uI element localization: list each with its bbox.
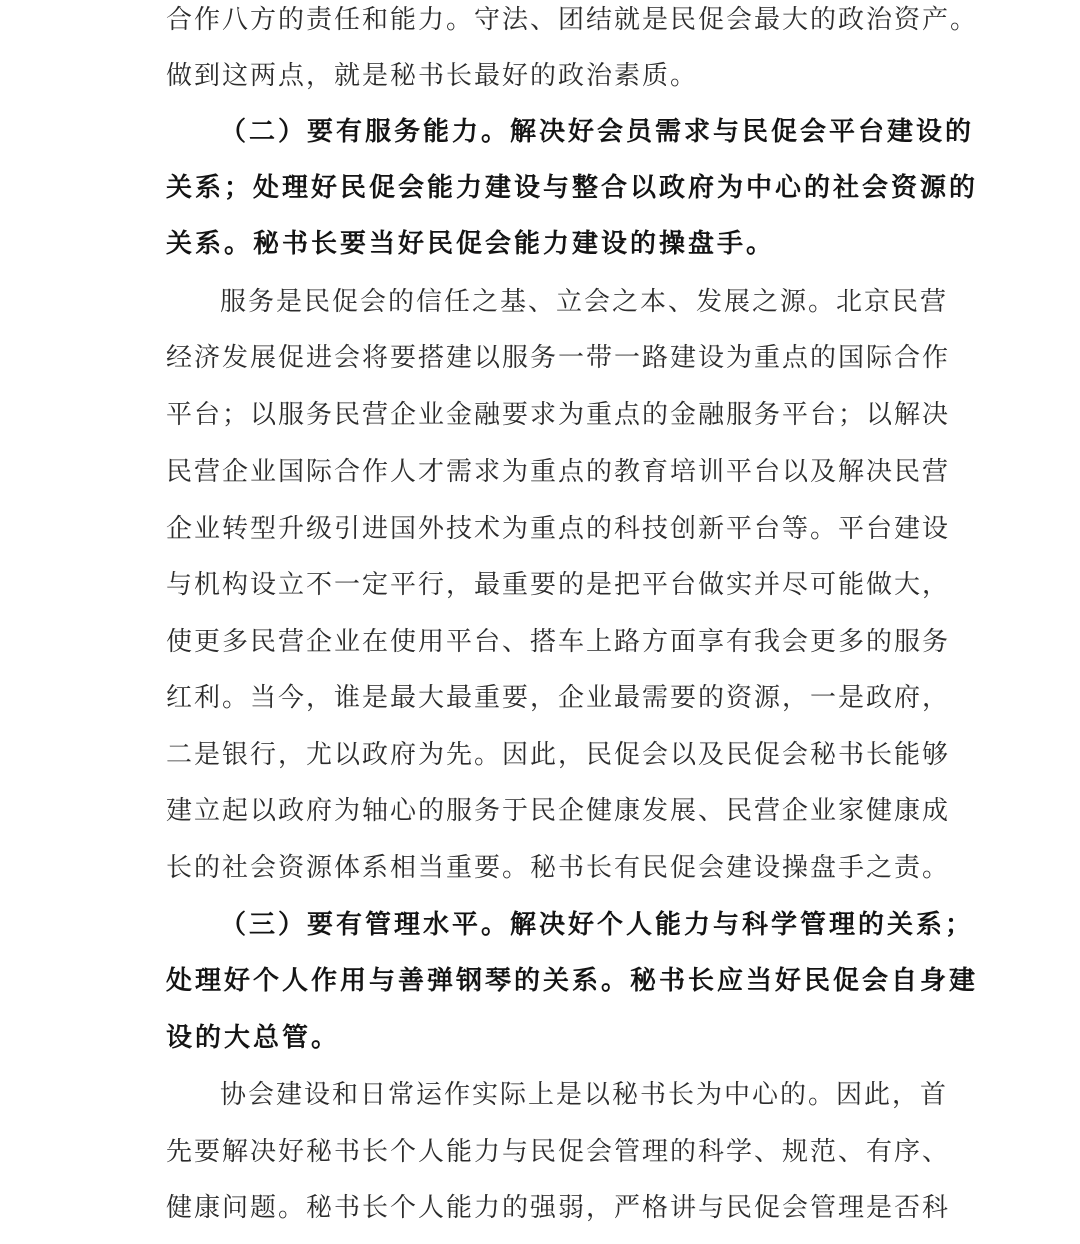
paragraph-line: 红利。当今，谁是最大最重要，企业最需要的资源，一是政府， [166, 683, 951, 713]
paragraph-line: 二是银行，尤以政府为先。因此，民促会以及民促会秘书长能够 [166, 740, 951, 770]
section-heading-line: （二）要有服务能力。解决好会员需求与民促会平台建设的 [220, 117, 975, 147]
paragraph-line: 建立起以政府为轴心的服务于民企健康发展、民营企业家健康成 [166, 796, 951, 826]
paragraph-line: 合作八方的责任和能力。守法、团结就是民促会最大的政治资产。 [166, 5, 979, 35]
paragraph-line: 与机构设立不一定平行，最重要的是把平台做实并尽可能做大， [166, 570, 951, 600]
section-heading-line: （三）要有管理水平。解决好个人能力与科学管理的关系； [220, 910, 975, 940]
paragraph-line: 企业转型升级引进国外技术为重点的科技创新平台等。平台建设 [166, 514, 951, 544]
paragraph-line: 健康问题。秘书长个人能力的强弱，严格讲与民促会管理是否科 [166, 1193, 951, 1223]
section-heading-line: 设的大总管。 [166, 1023, 341, 1053]
section-heading-line: 处理好个人作用与善弹钢琴的关系。秘书长应当好民促会自身建 [166, 966, 979, 996]
paragraph-line: 长的社会资源体系相当重要。秘书长有民促会建设操盘手之责。 [166, 853, 951, 883]
paragraph-line: 做到这两点，就是秘书长最好的政治素质。 [166, 61, 699, 91]
paragraph-line: 先要解决好秘书长个人能力与民促会管理的科学、规范、有序、 [166, 1137, 951, 1167]
section-heading-line: 关系。秘书长要当好民促会能力建设的操盘手。 [166, 229, 776, 259]
paragraph-line: 民营企业国际合作人才需求为重点的教育培训平台以及解决民营 [166, 457, 951, 487]
paragraph-line: 经济发展促进会将要搭建以服务一带一路建设为重点的国际合作 [166, 343, 951, 373]
section-heading-line: 关系；处理好民促会能力建设与整合以政府为中心的社会资源的 [166, 173, 979, 203]
paragraph-line: 平台；以服务民营企业金融要求为重点的金融服务平台；以解决 [166, 400, 951, 430]
paragraph-line: 协会建设和日常运作实际上是以秘书长为中心的。因此，首 [220, 1080, 949, 1110]
paragraph-line: 使更多民营企业在使用平台、搭车上路方面享有我会更多的服务 [166, 627, 951, 657]
paragraph-line: 服务是民促会的信任之基、立会之本、发展之源。北京民营 [220, 287, 949, 317]
